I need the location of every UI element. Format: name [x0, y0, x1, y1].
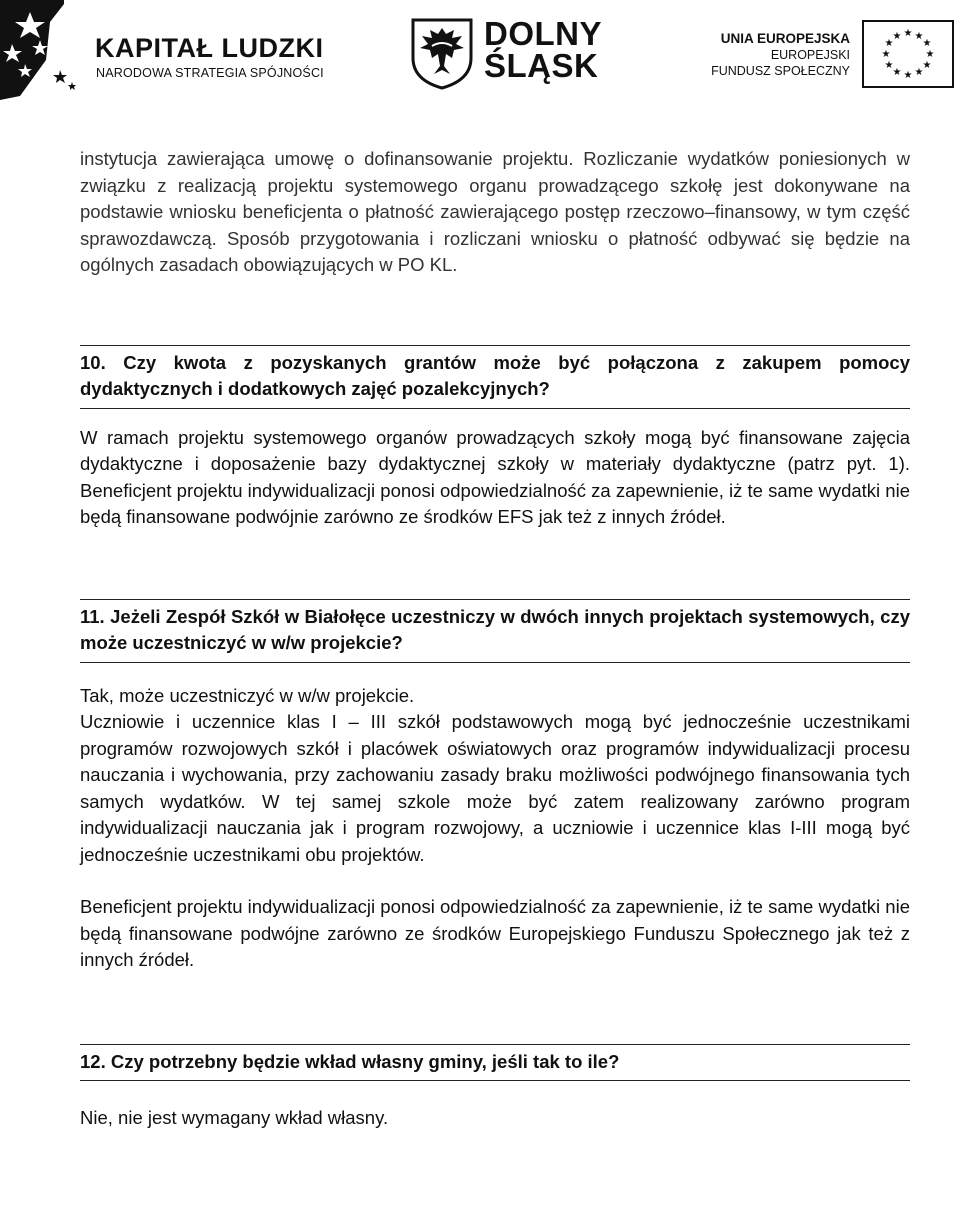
svg-text:★: ★: [903, 70, 913, 81]
answer-12: Nie, nie jest wymagany wkład własny.: [80, 1107, 389, 1128]
eu-line1: UNIA EUROPEJSKA: [720, 31, 850, 46]
svg-text:★: ★: [903, 28, 913, 39]
eu-line2: EUROPEJSKI: [770, 48, 850, 62]
dolny-slask-line2: ŚLĄSK: [484, 47, 599, 84]
question-11: 11. Jeżeli Zespół Szkół w Białołęce uczestniczy w dwóch innych projektach systemowych, czy może uczestniczyć w w/w projekcie?: [80, 599, 910, 663]
answer-10: W ramach projektu systemowego organów prowadzących szkoły mogą być finansowane zajęcia dydaktyczne i doposażenie bazy dydaktycznej szkoły w materiały dydaktyczne (patrz pyt. 1). Beneficjent projektu indywidualizacji ponosi odpowiedzialność za zapewnienie, iż te same wydatki nie będą finansowane podwójnie zarówno ze środków EFS jak też z innych źródeł.: [80, 426, 910, 527]
svg-text:★: ★: [884, 38, 894, 49]
dolny-slask-logo: [410, 15, 620, 90]
answer-11-paragraph2: Beneficjent projektu indywidualizacji ponosi odpowiedzialność za zapewnienie, iż te same wydatki nie będą finansowane podwójne zarówno ze środków Europejskiego Funduszu Społecznego jak też z innych źródeł.: [80, 896, 910, 970]
kapital-ludzki-subtitle: NARODOWA STRATEGIA SPÓJNOŚCI: [96, 66, 324, 80]
eu-logo: [700, 18, 960, 93]
eu-flag: [862, 20, 954, 88]
document-body: [80, 146, 910, 1132]
dolny-slask-wordmark: [484, 15, 602, 84]
dolny-slask-line1: DOLNY: [484, 15, 602, 52]
svg-text:★: ★: [914, 67, 924, 78]
eu-text: [711, 30, 850, 79]
svg-text:★: ★: [892, 67, 902, 78]
intro-paragraph: instytucja zawierająca umowę o dofinansowanie projektu. Rozliczanie wydatków poniesionych w związku z realizacją projektu systemowego organu prowadzącego szkołę jest dokonywane na podstawie wniosku beneficjenta o płatność zawierającego postęp rzeczowo–finansowy, w tym część sprawozdawczą. Sposób przygotowania i rozliczani wniosku o płatność odbywać się będzie na ogólnych zasadach obowiązujących w PO KL.: [80, 148, 910, 275]
svg-text:★: ★: [922, 60, 932, 71]
dolny-slask-eagle-icon: [410, 18, 474, 90]
page-header: [0, 0, 960, 105]
kapital-ludzki-logo-icon: [0, 0, 80, 100]
kapital-ludzki-logo: [0, 0, 330, 100]
svg-text:★: ★: [925, 49, 935, 60]
eu-flag-icon: [864, 22, 952, 86]
kapital-ludzki-title: KAPITAŁ LUDZKI: [95, 33, 324, 63]
question-10: 10. Czy kwota z pozyskanych grantów może być połączona z zakupem pomocy dydaktycznych i dodatkowych zajęć pozalekcyjnych?: [80, 345, 910, 409]
svg-text:★: ★: [914, 31, 924, 42]
svg-text:★: ★: [892, 31, 902, 42]
answer-11-line1: Tak, może uczestniczyć w w/w projekcie.: [80, 684, 415, 706]
svg-text:★: ★: [922, 38, 932, 49]
svg-text:★: ★: [881, 49, 891, 60]
svg-text:★: ★: [884, 60, 894, 71]
answer-11-paragraph1: Uczniowie i uczennice klas I – III szkół podstawowych mogą być jednocześnie uczestnikami programów rozwojowych szkół i placówek oświatowych oraz programów indywidualizacji procesu nauczania i wychowania, przy zachowaniu zasady braku możliwości podwójnego finansowania tych samych wydatków. W tej samej szkole może być zatem realizowany zarówno program indywidualizacji nauczania jak i program rozwojowy, a uczniowie i uczennice klas I-III mogą być jednocześnie uczestnikami obu projektów.: [80, 711, 910, 865]
question-12: 12. Czy potrzebny będzie wkład własny gminy, jeśli tak to ile?: [80, 1044, 910, 1082]
eu-line3: FUNDUSZ SPOŁECZNY: [711, 64, 850, 78]
